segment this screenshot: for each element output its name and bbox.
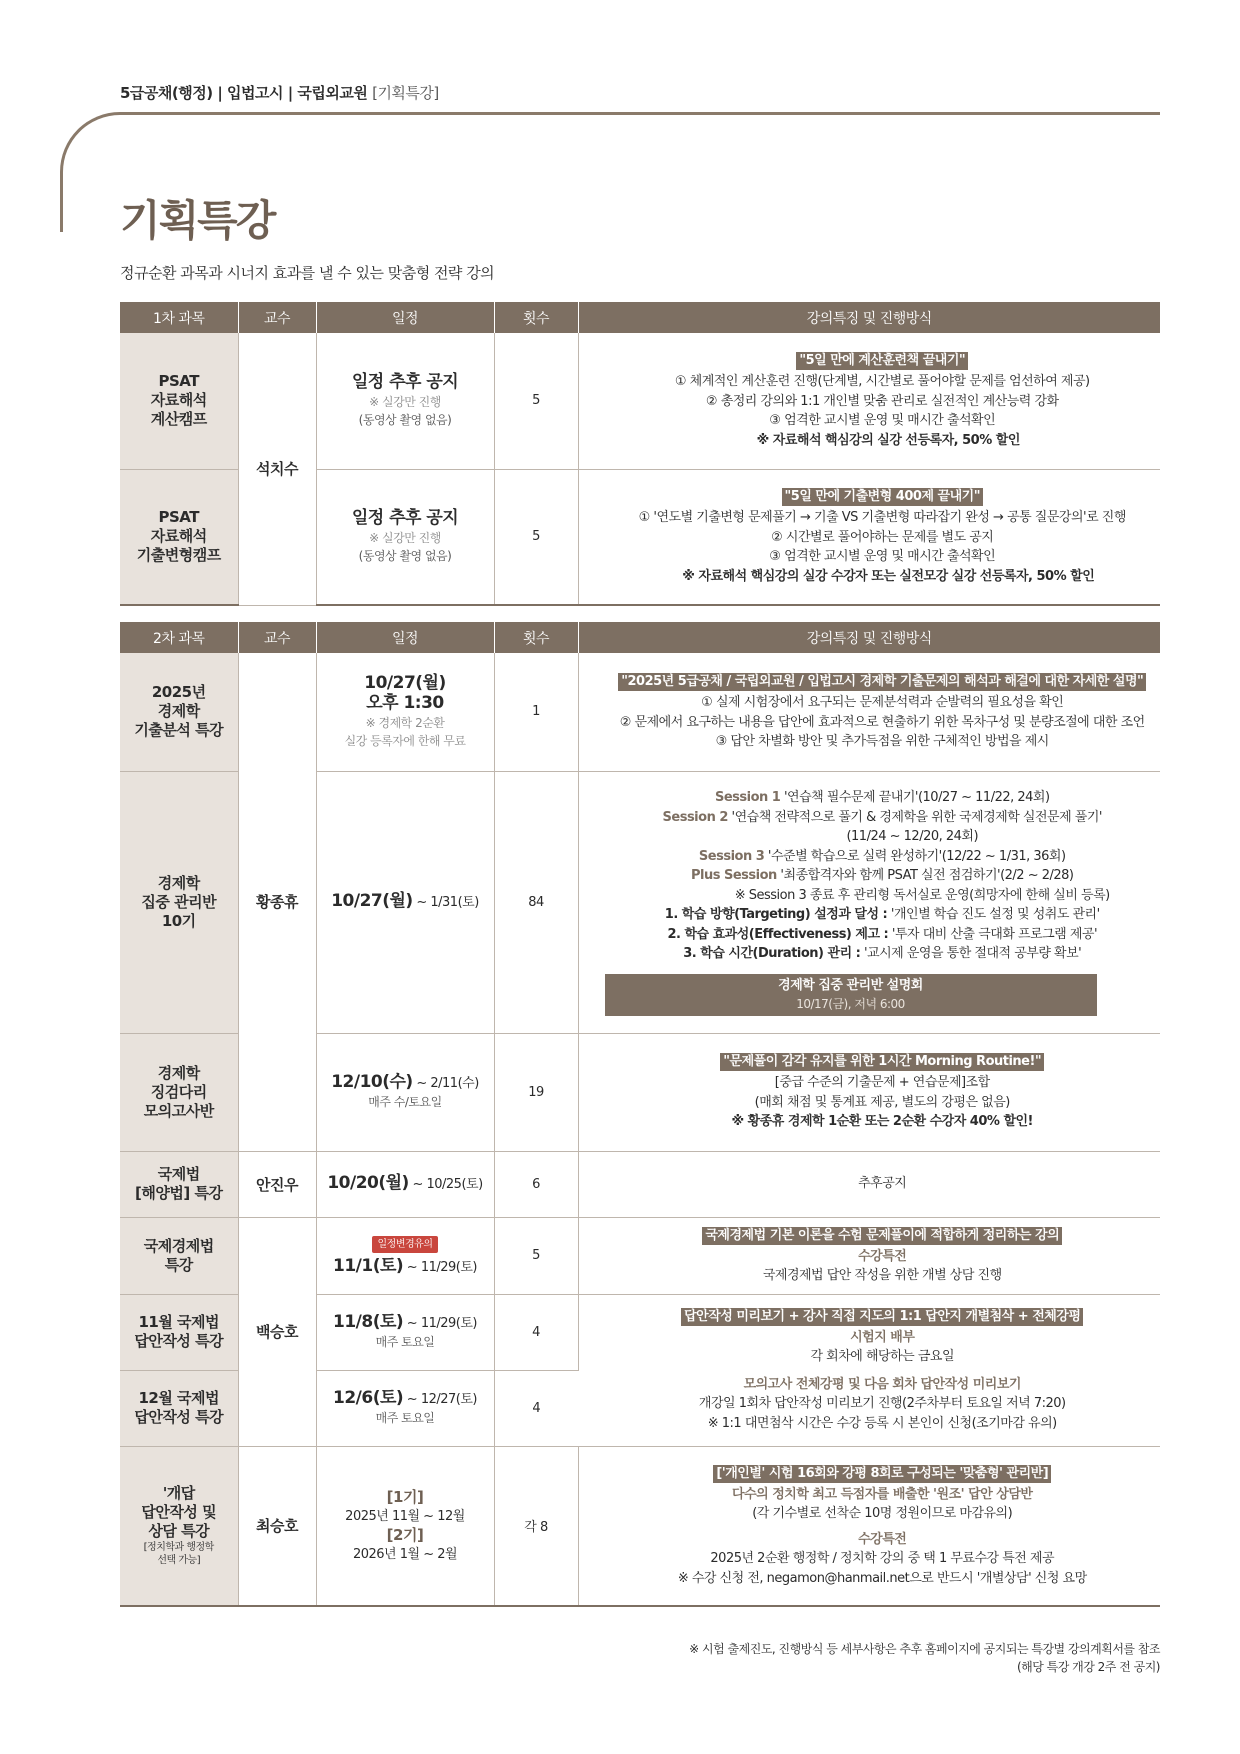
- date-cell: 12/10(수) ~ 2/11(수) 매주 수/토요일: [316, 1033, 494, 1151]
- professor-cell: 황종휴: [238, 653, 316, 1151]
- page-description: 정규순환 과목과 시너지 효과를 낼 수 있는 맞춤형 전략 강의: [120, 264, 495, 282]
- date-cell: 11/8(토) ~ 11/29(토) 매주 토요일: [316, 1294, 494, 1370]
- schedule-change-badge: 일정변경유의: [372, 1236, 439, 1253]
- count-cell: 각 8: [494, 1446, 578, 1606]
- professor-cell: 백승호: [238, 1217, 316, 1446]
- date-cell: 일정변경유의 11/1(토) ~ 11/29(토): [316, 1217, 494, 1294]
- date-cell: 일정 추후 공지 ※ 실강만 진행 (동영상 촬영 없음): [316, 333, 494, 469]
- subject-cell: PSAT 자료해석 기출변형캠프: [120, 469, 238, 605]
- table-row: [120, 333, 1160, 469]
- description-cell: "문제풀이 감각 유지를 위한 1시간 Morning Routine!" [중급 수준의 기출문제 + 연습문제]조합 (매회 채점 및 통계표 제공, 별도의 강평은 없음) ※ 황종휴 경제학 1순환 또는 2순환 수강자 40% 할인!: [578, 1033, 1160, 1151]
- subject-cell: 국제경제법 특강: [120, 1217, 238, 1294]
- count-cell: 5: [494, 469, 578, 605]
- count-cell: 4: [494, 1294, 578, 1370]
- subject-cell: PSAT 자료해석 계산캠프: [120, 333, 238, 469]
- description-cell: ['개인별' 시험 16회와 강평 8회로 구성되는 '맞춤형' 관리반] 다수의 정치학 최고 득점자를 배출한 '원조' 답안 상담반 (각 기수별로 선착순 10명 정원이므로 마감유의) 수강특전 2025년 2순환 행정학 / 정치학 강의 중 택 1 무료수강 특전 제공 ※ 수강 신청 전, negamon@hanmail.net으로 반드시 '개별상담' 신청 요망: [578, 1446, 1160, 1606]
- table-header: 2차 과목 교수 일정 횟수 강의특징 및 진행방식: [120, 622, 1160, 653]
- date-cell: 10/20(월) ~ 10/25(토): [316, 1151, 494, 1217]
- page-title: 기획특강: [120, 196, 275, 245]
- description-cell: "5일 만에 계산훈련책 끝내기" ① 체계적인 계산훈련 진행(단계별, 시간별로 풀어야할 문제를 엄선하여 제공) ② 총정리 강의와 1:1 개인별 맞춤 관리로 실전적인 계산능력 강화 ③ 엄격한 교시별 운영 및 매시간 출석확인 ※ 자료해석 핵심강의 실강 선등록자, 50% 할인: [578, 333, 1160, 469]
- first-round-table: [120, 302, 1160, 606]
- description-cell: Session 1 '연습책 필수문제 끝내기'(10/27 ~ 11/22, 24회) Session 2 '연습책 전략적으로 풀기 & 경제학을 위한 국제경제학 실전문제 풀기' (11/24 ~ 12/20, 24회) Session 3 '수준별 학습으로 실력 완성하기'(12/22 ~ 1/31, 36회) Plus Session '최종합격자와 함께 PSAT 실전 점검하기'(2/2 ~ 2/28) ※ Session 3 종료 후 관리형 독서실로 운영(희망자에 한해 실비 등록) 1. 학습 방향(Targeting) 설정과 달성 : '개인별 학습 진도 설정 및 성취도 관리' 2. 학습 효과성(Effectiveness) 제고 : '투자 대비 산출 극대화 프로그램 제공' 3. 학습 시간(Duration) 관리 : '교시제 운영을 통한 절대적 공부량 확보' 경제학 집중 관리반 설명회 10/17(금), 저녁 6:00: [578, 771, 1160, 1033]
- count-cell: 4: [494, 1370, 578, 1446]
- count-cell: 1: [494, 653, 578, 771]
- date-cell: 일정 추후 공지 ※ 실강만 진행 (동영상 촬영 없음): [316, 469, 494, 605]
- subject-cell: 12월 국제법 답안작성 특강: [120, 1370, 238, 1446]
- subject-cell: 경제학 집중 관리반 10기: [120, 771, 238, 1033]
- subject-cell: '개답 답안작성 및 상담 특강 [정치학과 행정학 선택 가능]: [120, 1446, 238, 1606]
- subject-cell: 2025년 경제학 기출분석 특강: [120, 653, 238, 771]
- breadcrumb: 5급공채(행정) | 입법고시 | 국립외교원 [기획특강]: [120, 84, 439, 102]
- subject-cell: 국제법 [해양법] 특강: [120, 1151, 238, 1217]
- date-cell: 10/27(월) 오후 1:30 ※ 경제학 2순환 실강 등록자에 한해 무료: [316, 653, 494, 771]
- subject-cell: 11월 국제법 답안작성 특강: [120, 1294, 238, 1370]
- table-row: [120, 1217, 1160, 1294]
- professor-cell: 최승호: [238, 1446, 316, 1606]
- count-cell: 6: [494, 1151, 578, 1217]
- info-session-box: 경제학 집중 관리반 설명회 10/17(금), 저녁 6:00: [605, 974, 1097, 1016]
- subject-cell: 경제학 징검다리 모의고사반: [120, 1033, 238, 1151]
- table-header: 1차 과목 교수 일정 횟수 강의특징 및 진행방식: [120, 302, 1160, 333]
- count-cell: 5: [494, 1217, 578, 1294]
- date-cell: 10/27(월) ~ 1/31(토): [316, 771, 494, 1033]
- date-cell: [1기] 2025년 11월 ~ 12월 [2기] 2026년 1월 ~ 2월: [316, 1446, 494, 1606]
- footnote: ※ 시험 출제진도, 진행방식 등 세부사항은 추후 홈페이지에 공지되는 특강별 강의계획서를 참조 (해당 특강 개강 2주 전 공지): [689, 1642, 1160, 1674]
- description-cell: 추후공지: [578, 1151, 1160, 1217]
- description-cell: 답안작성 미리보기 + 강사 직접 지도의 1:1 답안지 개별첨삭 + 전체강평 시험지 배부 각 회차에 해당하는 금요일 모의고사 전체강평 및 다음 회차 답안작성 미리보기 개강일 1회차 답안작성 미리보기 진행(2주차부터 토요일 저녁 7:20) ※ 1:1 대면첨삭 시간은 수강 등록 시 본인이 신청(조기마감 유의): [578, 1294, 1160, 1446]
- description-cell: "2025년 5급공채 / 국립외교원 / 입법고시 경제학 기출문제의 해석과 해결에 대한 자세한 설명" ① 실제 시험장에서 요구되는 문제분석력과 순발력의 필요성을 확인 ② 문제에서 요구하는 내용을 답안에 효과적으로 현출하기 위한 목차구성 및 분량조절에 대한 조언 ③ 답안 차별화 방안 및 추가득점을 위한 구체적인 방법을 제시: [578, 653, 1160, 771]
- professor-cell: 석치수: [238, 333, 316, 605]
- count-cell: 19: [494, 1033, 578, 1151]
- count-cell: 5: [494, 333, 578, 469]
- description-cell: 국제경제법 기본 이론을 수험 문제풀이에 적합하게 정리하는 강의 수강특전 국제경제법 답안 작성을 위한 개별 상담 진행: [578, 1217, 1160, 1294]
- count-cell: 84: [494, 771, 578, 1033]
- description-cell: "5일 만에 기출변형 400제 끝내기" ① '연도별 기출변형 문제풀기 → 기출 VS 기출변형 따라잡기 완성 → 공통 질문강의'로 진행 ② 시간별로 풀어야하는 문제를 별도 공지 ③ 엄격한 교시별 운영 및 매시간 출석확인 ※ 자료해석 핵심강의 실강 수강자 또는 실전모강 실강 선등록자, 50% 할인: [578, 469, 1160, 605]
- second-round-table: [120, 622, 1160, 1607]
- date-cell: 12/6(토) ~ 12/27(토) 매주 토요일: [316, 1370, 494, 1446]
- table-row: [120, 1151, 1160, 1217]
- table-row: [120, 1446, 1160, 1606]
- professor-cell: 안진우: [238, 1151, 316, 1217]
- table-row: [120, 653, 1160, 771]
